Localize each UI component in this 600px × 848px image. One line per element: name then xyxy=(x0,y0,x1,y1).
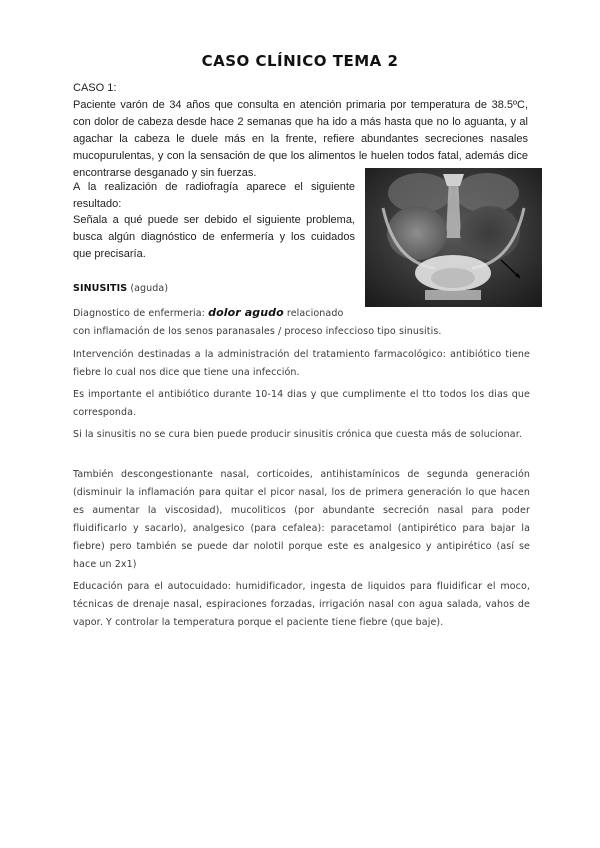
question-text: Señala a qué puede ser debido el siguiente problema, busca algún diagnóstico de enfermería y los cuidados que precisaría. xyxy=(73,214,355,260)
antibiotic-paragraph: Es importante el antibiótico durante 10-14 dias y que cumplimente el tto todos los dias que corresponda. xyxy=(73,389,530,418)
nursing-dx-line2: con inflamación de los senos paranasales / proceso infeccioso tipo sinusitis. xyxy=(73,326,442,337)
diagnosis-term: SINUSITIS xyxy=(73,283,128,294)
self-care-paragraph: Educación para el autocuidado: humidificador, ingesta de liquidos para fluidificar el moco, técnicas de drenaje nasal, espiraciones forzadas, irrigación nasal con agua salada, vahos de vapor. Y controlar la temperatura porque el paciente tiene fiebre (que baje). xyxy=(73,581,530,628)
intervention-paragraph: Intervención destinadas a la administración del tratamiento farmacológico: antibiótico tiene fiebre lo cual nos dice que tiene una infección. xyxy=(73,349,530,378)
diagnosis-line xyxy=(73,280,530,298)
nursing-diagnosis xyxy=(73,304,530,341)
medications-paragraph: También descongestionante nasal, corticoides, antihistamínicos de segunda generación (disminuir la inflamación para quitar el picor nasal, los de primera generación lo que hacen es aumentar la viscosidad), mucoliticos (por abundante secreción nasal para poder fluidificarlo y sacarlo), analgesico (para cefalea): paracetamol (antipirético para bajar la fiebre) pero también se puede dar nolotil porque este es analgesico y antipirético (así se hace un 2x1) xyxy=(73,469,530,570)
case-paragraph: Paciente varón de 34 años que consulta en atención primaria por temperatura de 38.5ºC, con dolor de cabeza desde hace 2 semanas que ha ido a más hasta que no lo aguanta, y al agachar la cabeza le duele más en la frente, refiere abundantes secreciones nasales mucopurulentas, y con la sensación de que los alimentos le huelen todos fatal, además dice encontrarse desganado y sin fuerzas. xyxy=(73,99,528,179)
page-title: CASO CLÍNICO TEMA 2 xyxy=(201,52,399,70)
nursing-dx-suffix: relacionado xyxy=(286,308,344,319)
diagnosis-qualifier: (aguda) xyxy=(130,283,169,294)
nursing-dx-emphasis: dolor agudo xyxy=(208,306,284,319)
chronic-paragraph: Si la sinusitis no se cura bien puede producir sinusitis crónica que cuesta más de solucionar. xyxy=(73,429,522,440)
case-label: CASO 1: xyxy=(73,82,117,94)
nursing-dx-prefix: Diagnostico de enfermeria: xyxy=(73,308,205,319)
radiography-text: A la realización de radiofragía aparece el siguiente resultado: xyxy=(73,181,355,210)
